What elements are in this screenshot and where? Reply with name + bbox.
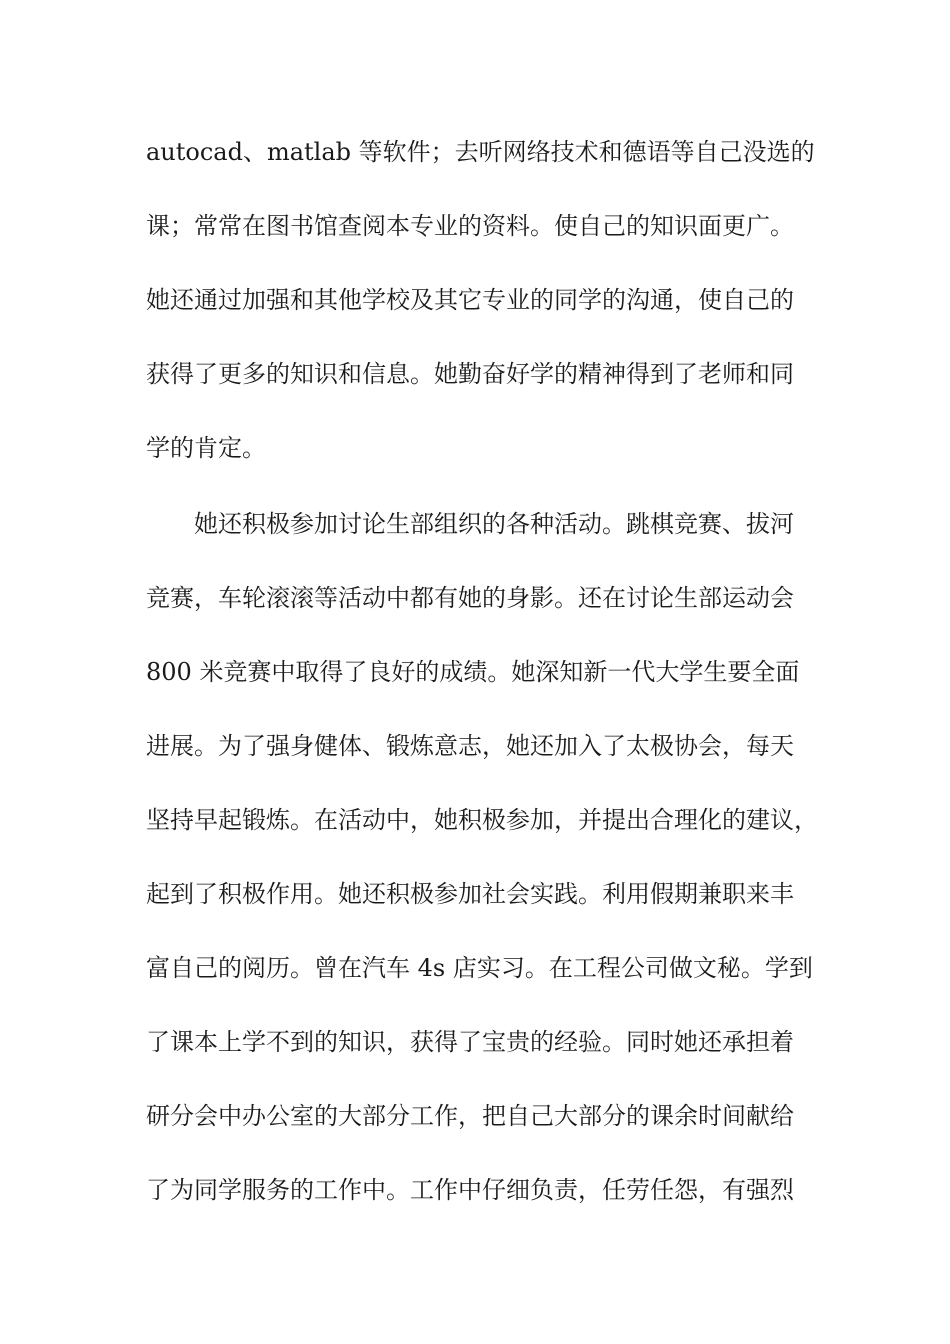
text-line: 研分会中办公室的大部分工作，把自己大部分的课余时间献给: [146, 1102, 794, 1130]
paragraph-first-line: 她还积极参加讨论生部组织的各种活动。跳棋竞赛、拔河: [194, 510, 794, 538]
text-line: 学的肯定。: [146, 434, 266, 462]
text-line: 她还通过加强和其他学校及其它专业的同学的沟通，使自己的: [146, 286, 794, 314]
text-line: 进展。为了强身健体、锻炼意志，她还加入了太极协会，每天: [146, 732, 794, 760]
text-line: 获得了更多的知识和信息。她勤奋好学的精神得到了老师和同: [146, 360, 794, 388]
text-line: 起到了积极作用。她还积极参加社会实践。利用假期兼职来丰: [146, 880, 794, 908]
text-line: autocad、matlab 等软件；去听网络技术和德语等自己没选的: [146, 138, 815, 166]
text-line: 课；常常在图书馆查阅本专业的资料。使自己的知识面更广。: [146, 212, 794, 240]
text-line: 富自己的阅历。曾在汽车 4s 店实习。在工程公司做文秘。学到: [146, 954, 813, 982]
text-line: 了课本上学不到的知识，获得了宝贵的经验。同时她还承担着: [146, 1028, 794, 1056]
text-line: 坚持早起锻炼。在活动中，她积极参加，并提出合理化的建议，: [146, 806, 818, 834]
text-line: 了为同学服务的工作中。工作中仔细负责，任劳任怨，有强烈: [146, 1176, 794, 1204]
text-line: 竞赛，车轮滚滚等活动中都有她的身影。还在讨论生部运动会: [146, 584, 794, 612]
text-line: 800 米竞赛中取得了良好的成绩。她深知新一代大学生要全面: [146, 658, 800, 686]
